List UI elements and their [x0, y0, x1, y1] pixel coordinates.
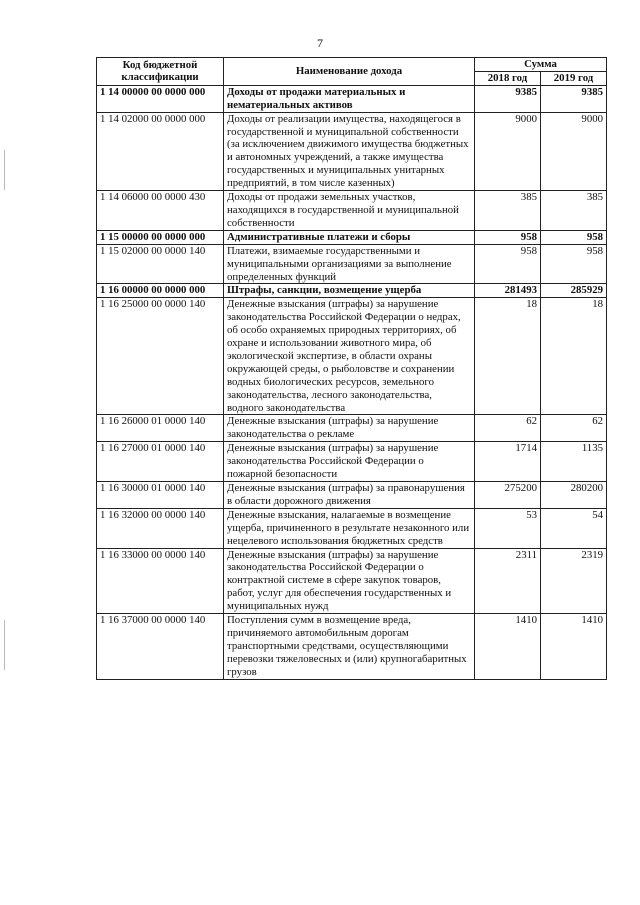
row-name: Платежи, взимаемые государственными и муниципальными организациями за выполнение определенных функций: [224, 244, 475, 284]
row-value-2018: 53: [475, 508, 541, 548]
row-value-2018: 9385: [475, 85, 541, 112]
row-value-2018: 9000: [475, 112, 541, 190]
row-value-2019: 958: [541, 244, 607, 284]
header-sum: Сумма: [475, 58, 607, 72]
row-value-2019: 18: [541, 298, 607, 415]
table-row: [97, 614, 607, 680]
row-value-2018: 385: [475, 191, 541, 231]
table-row: [97, 508, 607, 548]
row-name: Денежные взыскания (штрафы) за нарушение законодательства о рекламе: [224, 415, 475, 442]
row-code: 1 16 25000 00 0000 140: [97, 298, 224, 415]
row-value-2018: 62: [475, 415, 541, 442]
header-code: Код бюджетной классификации: [97, 58, 224, 86]
header-year-2018: 2018 год: [475, 71, 541, 85]
row-value-2019: 1410: [541, 614, 607, 680]
row-value-2019: 285929: [541, 284, 607, 298]
row-value-2019: 385: [541, 191, 607, 231]
header-year-2019: 2019 год: [541, 71, 607, 85]
row-value-2018: 18: [475, 298, 541, 415]
table-row: [97, 191, 607, 231]
row-value-2018: 1410: [475, 614, 541, 680]
row-name: Доходы от продажи материальных и нематериальных активов: [224, 85, 475, 112]
row-value-2018: 1714: [475, 442, 541, 482]
scan-edge-mark: [4, 150, 5, 190]
row-value-2018: 958: [475, 244, 541, 284]
row-name: Доходы от реализации имущества, находящегося в государственной и муниципальной собственности (за исключением движимого имущества бюджетных и автономных учреждений, а также имущества государственных и муниципальных унитарных предприятий, в том числе казенных): [224, 112, 475, 190]
page-number: 7: [317, 36, 323, 50]
row-code: 1 14 00000 00 0000 000: [97, 85, 224, 112]
row-code: 1 14 02000 00 0000 000: [97, 112, 224, 190]
header-name: Наименование дохода: [224, 58, 475, 86]
row-value-2018: 275200: [475, 482, 541, 509]
table-row: [97, 230, 607, 244]
table-row: [97, 415, 607, 442]
row-name: Административные платежи и сборы: [224, 230, 475, 244]
row-value-2019: 2319: [541, 548, 607, 614]
table-row: [97, 284, 607, 298]
row-code: 1 16 37000 00 0000 140: [97, 614, 224, 680]
table-row: [97, 482, 607, 509]
row-code: 1 14 06000 00 0000 430: [97, 191, 224, 231]
row-code: 1 15 00000 00 0000 000: [97, 230, 224, 244]
row-name: Штрафы, санкции, возмещение ущерба: [224, 284, 475, 298]
table-row: [97, 112, 607, 190]
row-code: 1 16 32000 00 0000 140: [97, 508, 224, 548]
table-row: [97, 244, 607, 284]
row-value-2018: 958: [475, 230, 541, 244]
row-code: 1 16 27000 01 0000 140: [97, 442, 224, 482]
row-value-2019: 280200: [541, 482, 607, 509]
row-name: Поступления сумм в возмещение вреда, причиняемого автомобильным дорогам транспортными средствами, осуществляющими перевозки тяжеловесных и (или) крупногабаритных грузов: [224, 614, 475, 680]
row-name: Денежные взыскания, налагаемые в возмещение ущерба, причиненного в результате незаконного или нецелевого использования бюджетных средств: [224, 508, 475, 548]
row-code: 1 15 02000 00 0000 140: [97, 244, 224, 284]
row-value-2018: 2311: [475, 548, 541, 614]
row-name: Денежные взыскания (штрафы) за нарушение законодательства Российской Федерации о пожарной безопасности: [224, 442, 475, 482]
row-code: 1 16 30000 01 0000 140: [97, 482, 224, 509]
row-name: Денежные взыскания (штрафы) за нарушение законодательства Российской Федерации о недрах, об особо охраняемых природных территориях, об охране и использовании животного мира, об экологической экспертизе, в области охраны окружающей среды, о рыболовстве и сохранении водных биологических ресурсов, земельного законодательства, лесного законодательства, водного законодательства: [224, 298, 475, 415]
row-value-2019: 9385: [541, 85, 607, 112]
row-code: 1 16 33000 00 0000 140: [97, 548, 224, 614]
row-value-2019: 62: [541, 415, 607, 442]
row-value-2019: 958: [541, 230, 607, 244]
table-row: [97, 442, 607, 482]
row-name: Доходы от продажи земельных участков, находящихся в государственной и муниципальной собственности: [224, 191, 475, 231]
scan-edge-mark: [4, 620, 5, 670]
row-code: 1 16 26000 01 0000 140: [97, 415, 224, 442]
row-value-2019: 9000: [541, 112, 607, 190]
row-name: Денежные взыскания (штрафы) за правонарушения в области дорожного движения: [224, 482, 475, 509]
table-row: [97, 85, 607, 112]
row-value-2019: 1135: [541, 442, 607, 482]
table-row: [97, 548, 607, 614]
revenue-table: [96, 57, 607, 680]
row-value-2019: 54: [541, 508, 607, 548]
row-name: Денежные взыскания (штрафы) за нарушение законодательства Российской Федерации о контрактной системе в сфере закупок товаров, работ, услуг для обеспечения государственных и муниципальных нужд: [224, 548, 475, 614]
table-row: [97, 298, 607, 415]
row-code: 1 16 00000 00 0000 000: [97, 284, 224, 298]
row-value-2018: 281493: [475, 284, 541, 298]
